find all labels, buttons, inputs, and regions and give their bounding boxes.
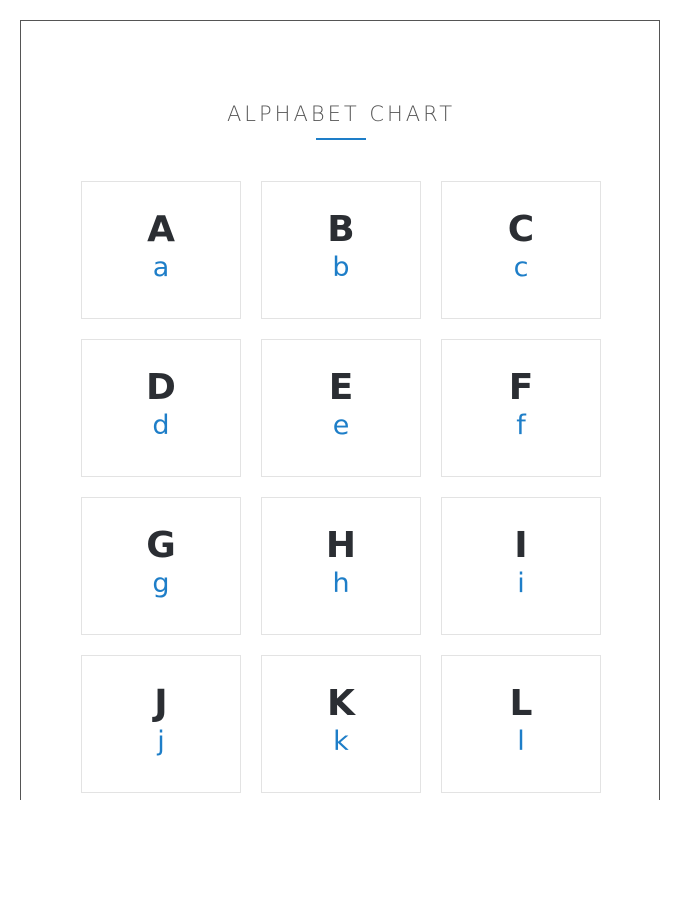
lowercase-letter: l: [517, 726, 525, 757]
uppercase-letter: B: [327, 209, 355, 250]
lowercase-letter: a: [152, 252, 170, 283]
lowercase-letter: d: [152, 410, 170, 441]
lowercase-letter: f: [516, 410, 526, 441]
letter-grid: [81, 181, 601, 793]
alphabet-chart-page: [20, 20, 660, 800]
uppercase-letter: H: [325, 525, 357, 566]
lowercase-letter: c: [513, 252, 529, 283]
uppercase-letter: K: [327, 683, 355, 724]
uppercase-letter: A: [147, 209, 175, 250]
title-underline: [316, 138, 366, 140]
letter-card-l: [441, 655, 601, 793]
lowercase-letter: i: [517, 568, 525, 599]
uppercase-letter: G: [146, 525, 176, 566]
letter-card-b: [261, 181, 421, 319]
letter-card-g: [81, 497, 241, 635]
letter-card-a: [81, 181, 241, 319]
lowercase-letter: g: [152, 568, 170, 599]
letter-card-i: [441, 497, 601, 635]
uppercase-letter: L: [509, 683, 533, 724]
uppercase-letter: D: [146, 367, 176, 408]
letter-card-c: [441, 181, 601, 319]
letter-card-d: [81, 339, 241, 477]
lowercase-letter: h: [332, 568, 350, 599]
uppercase-letter: I: [514, 525, 528, 566]
uppercase-letter: C: [507, 209, 535, 250]
letter-card-k: [261, 655, 421, 793]
uppercase-letter: J: [154, 683, 168, 724]
lowercase-letter: b: [332, 252, 350, 283]
letter-card-e: [261, 339, 421, 477]
lowercase-letter: j: [157, 726, 165, 757]
letter-card-h: [261, 497, 421, 635]
letter-card-j: [81, 655, 241, 793]
uppercase-letter: F: [508, 367, 534, 408]
uppercase-letter: E: [328, 367, 354, 408]
page-title: ALPHABET CHART: [226, 102, 456, 126]
letter-card-f: [441, 339, 601, 477]
lowercase-letter: k: [333, 726, 349, 757]
lowercase-letter: e: [332, 410, 350, 441]
